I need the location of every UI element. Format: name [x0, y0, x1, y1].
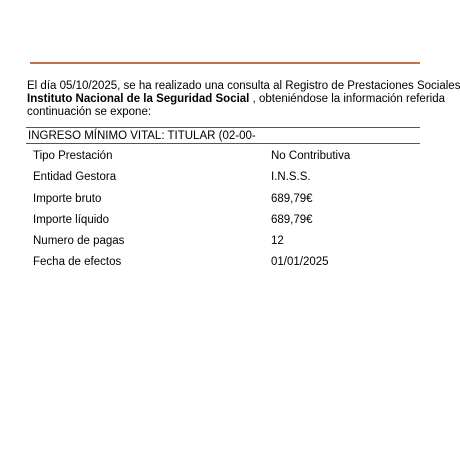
detail-row	[0, 169, 420, 190]
benefit-details	[0, 148, 420, 276]
intro-line-3: continuación se expone:	[27, 106, 152, 118]
detail-value: 12	[271, 235, 284, 248]
header-rule	[30, 62, 420, 64]
detail-label: Numero de pagas	[33, 235, 125, 248]
benefit-section-header: INGRESO MÍNIMO VITAL: TITULAR (02-00-	[26, 127, 420, 144]
detail-label: Tipo Prestación	[33, 150, 113, 162]
detail-row	[0, 233, 420, 254]
intro-paragraph	[27, 80, 460, 119]
detail-row	[0, 254, 420, 275]
detail-value: 689,79€	[271, 213, 313, 226]
detail-label: Entidad Gestora	[33, 171, 117, 184]
detail-value: No Contributiva	[271, 150, 351, 162]
detail-row	[0, 191, 420, 212]
intro-line-2	[27, 93, 445, 106]
detail-label: Importe bruto	[33, 192, 102, 205]
detail-label: Importe líquido	[33, 213, 110, 226]
detail-row	[0, 148, 420, 169]
intro-institution: Instituto Nacional de la Seguridad Social	[27, 93, 250, 105]
detail-value: 689,79€	[271, 192, 313, 205]
detail-value: 01/01/2025	[271, 256, 329, 269]
detail-row	[0, 212, 420, 233]
detail-label: Fecha de efectos	[33, 256, 122, 269]
intro-line-2-rest: , obteniéndose la información referida	[249, 93, 445, 105]
intro-line-1: El día 05/10/2025, se ha realizado una consulta al Registro de Prestaciones Sociales	[27, 80, 460, 92]
detail-value: I.N.S.S.	[271, 171, 311, 184]
